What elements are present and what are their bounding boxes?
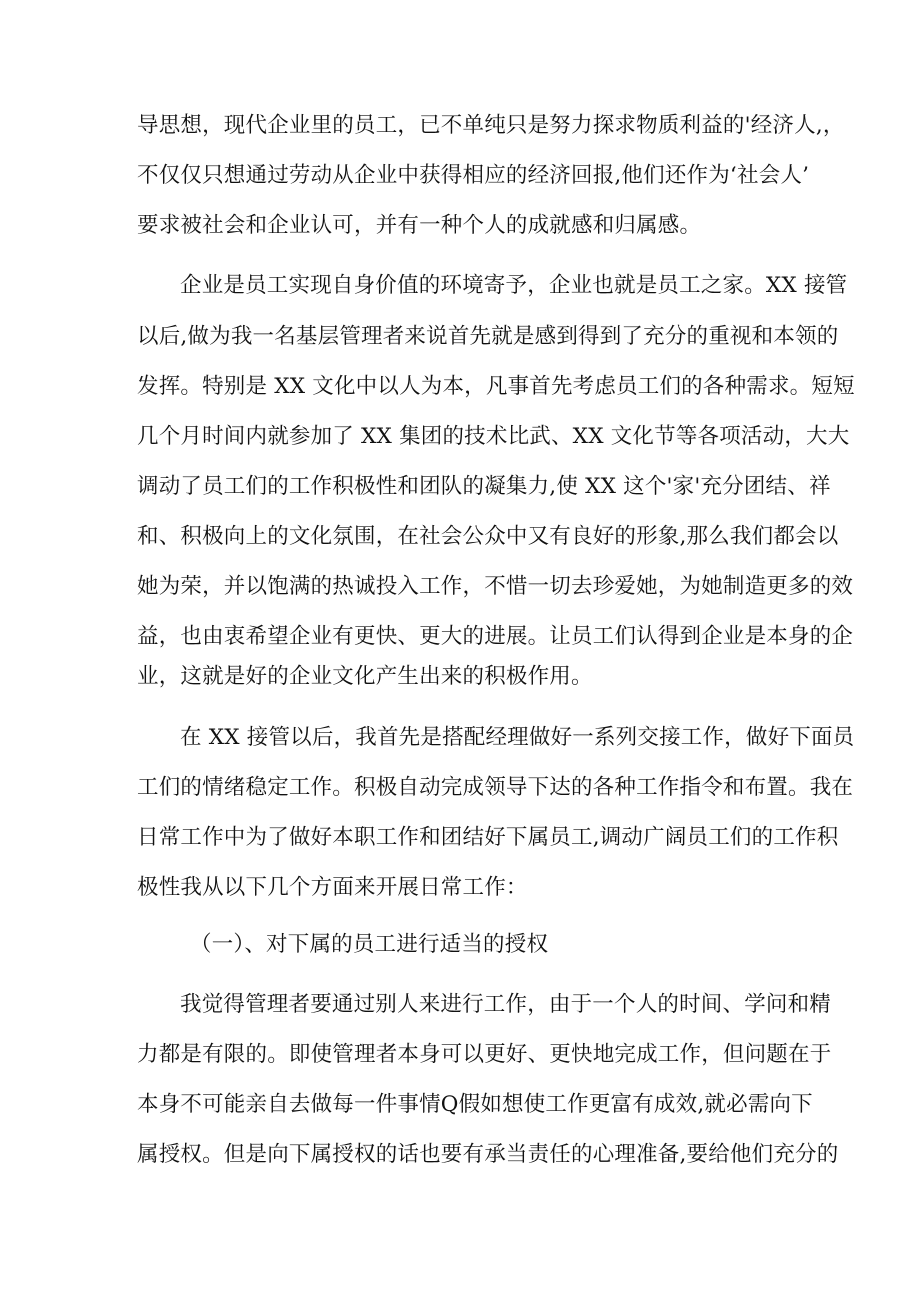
paragraph-2-line-6: 和、积极向上的文化氛围，在社会公众中又有良好的形象,那么我们都会以 [137,524,839,549]
paragraph-2-line-5: 调动了员工们的工作积极性和团队的凝集力,使 XX 这个'家'充分团结、祥 [137,474,831,499]
paragraph-1-line-1: 导思想，现代企业里的员工，已不单纯只是努力探求物质利益的'经济人,， [137,113,845,138]
paragraph-3-line-2: 工们的情绪稳定工作。积极自动完成领导下达的各种工作指令和布置。我在 [137,775,854,800]
paragraph-1-line-2: 不仅仅只想通过劳动从企业中获得相应的经济回报,他们还作为‘社会人’ [137,163,810,188]
paragraph-2-line-2: 以后,做为我一名基层管理者来说首先就是感到得到了充分的重视和本领的 [137,324,839,349]
paragraph-5-line-4: 属授权。但是向下属授权的话也要有承当责任的心理准备,要给他们充分的 [137,1142,839,1167]
paragraph-2-line-7: 她为荣，并以饱满的热诚投入工作，不惜一切去珍爱她，为她制造更多的效 [137,574,854,599]
paragraph-2-line-8: 益，也由衷希望企业有更快、更大的进展。让员工们认得到企业是本身的企 [137,624,854,649]
paragraph-3-line-3: 日常工作中为了做好本职工作和团结好下属员工,调动广阔员工们的工作积 [137,825,839,850]
paragraph-5-line-3: 本身不可能亲自去做每一件事情Q假如想使工作更富有成效,就必需向下 [137,1092,813,1117]
paragraph-2-line-9: 业，这就是好的企业文化产生出来的积极作用。 [137,664,593,689]
paragraph-2-line-4: 几个月时间内就参加了 XX 集团的技术比武、XX 文化节等各项活动，大大 [137,424,850,449]
paragraph-3-line-4: 极性我从以下几个方面来开展日常工作： [137,875,528,900]
section-heading: （一）、对下属的员工进行适当的授权 [190,932,549,957]
paragraph-1-line-3: 要求被社会和企业认可，并有一种个人的成就感和归属感。 [137,213,702,238]
paragraph-2-line-3: 发挥。特别是 XX 文化中以人为本，凡事首先考虑员工们的各种需求。短短 [137,374,855,399]
paragraph-2-line-1: 企业是员工实现自身价值的环境寄予，企业也就是员工之家。XX 接管 [180,273,848,298]
paragraph-5-line-2: 力都是有限的。即使管理者本身可以更好、更快地完成工作，但问题在于 [137,1042,832,1067]
paragraph-3-line-1: 在 XX 接管以后，我首先是搭配经理做好一系列交接工作，做好下面员 [180,725,855,750]
paragraph-5-line-1: 我觉得管理者要通过别人来进行工作，由于一个人的时间、学问和精 [180,992,832,1017]
